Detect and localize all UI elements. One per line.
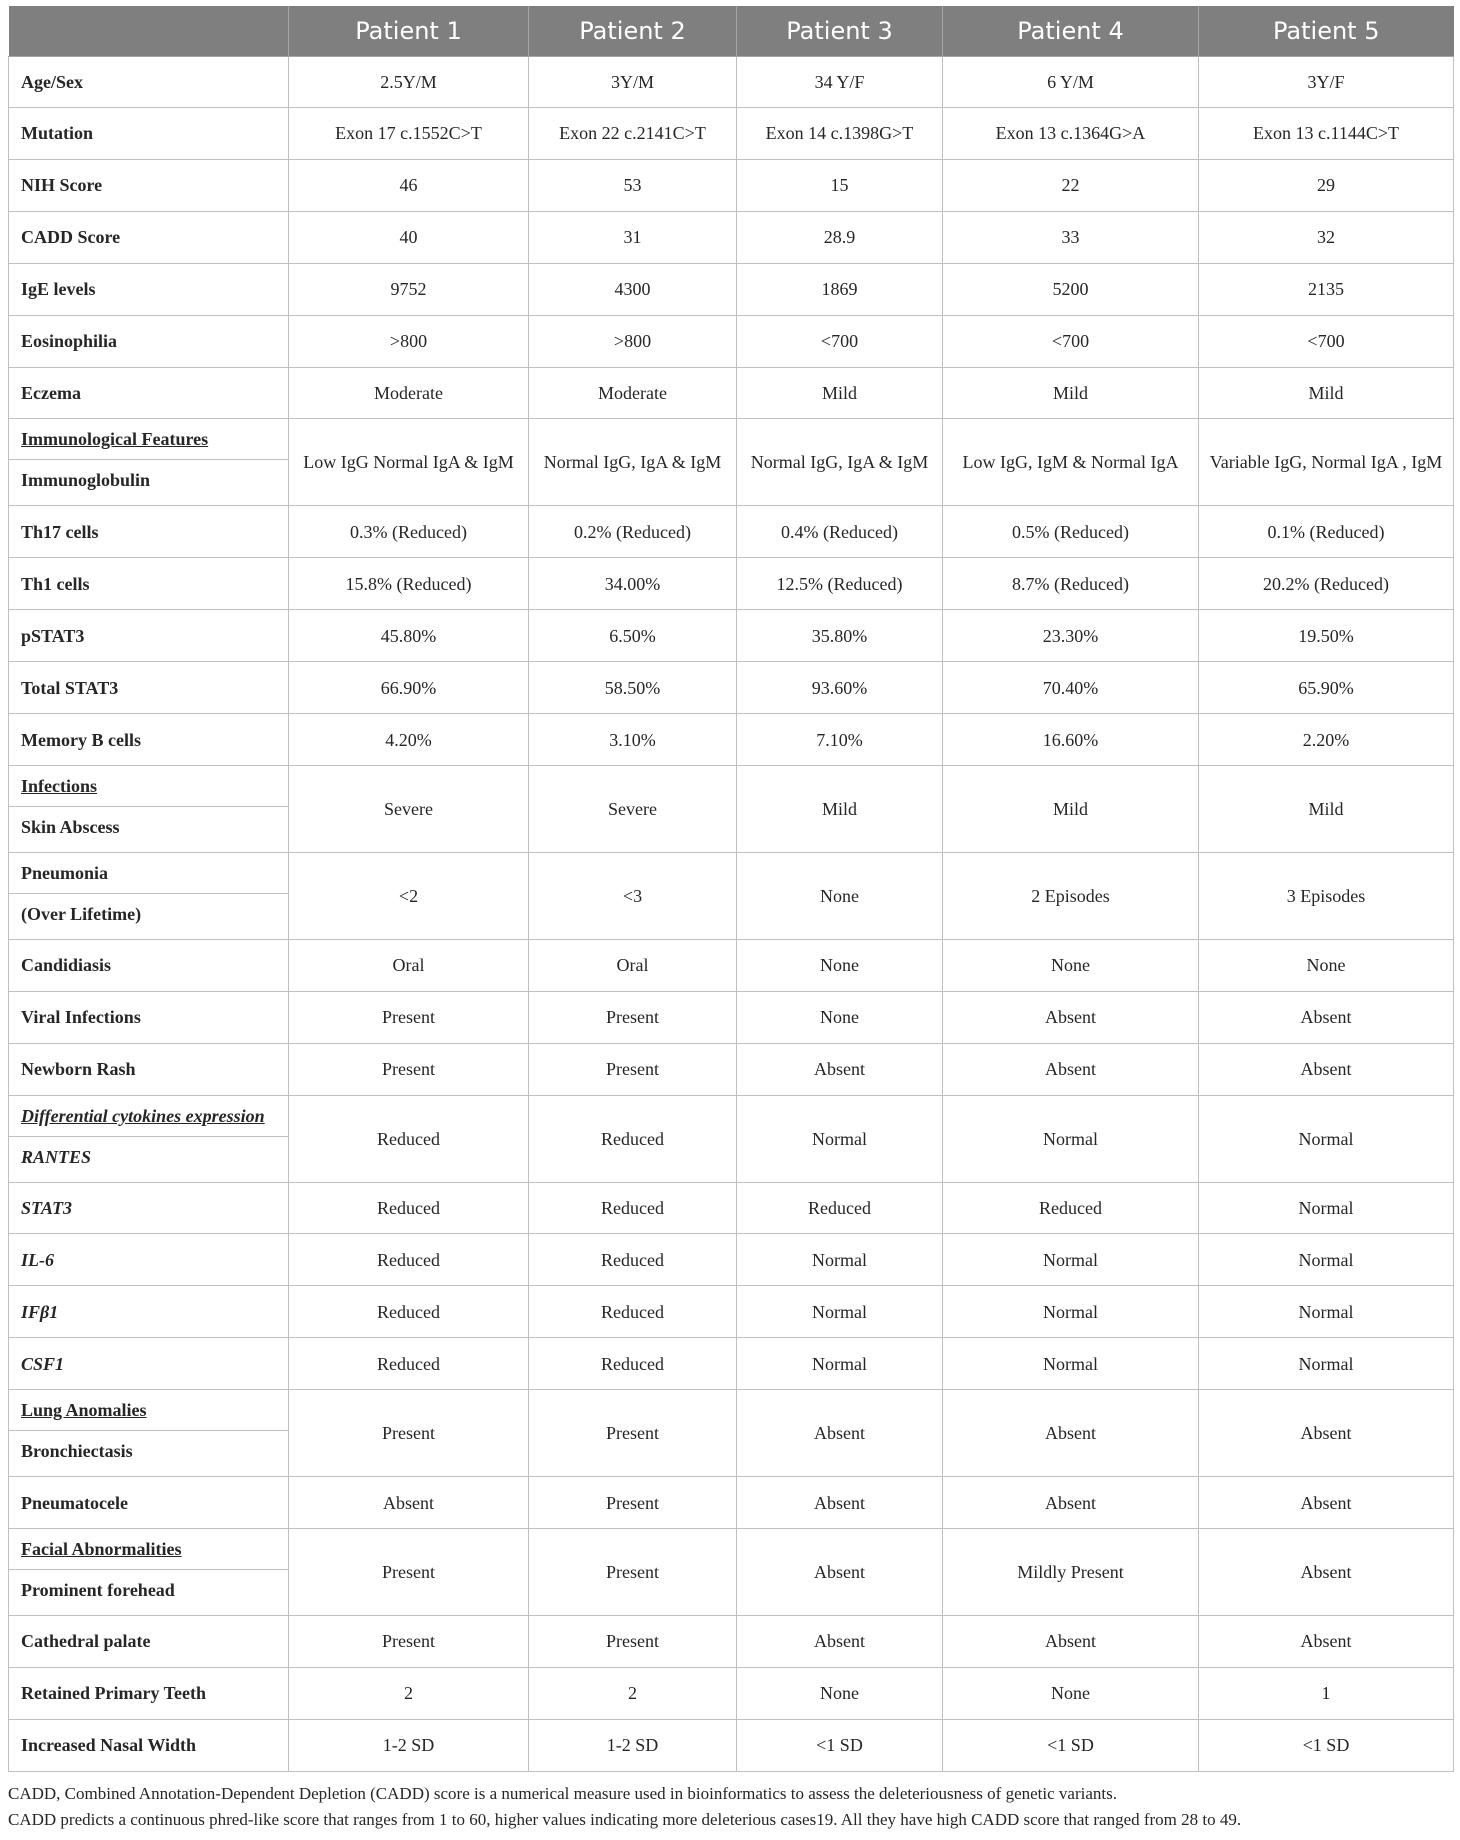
patient-4-value-cell: Reduced [943,1182,1199,1234]
patient-1-value-cell: 4.20% [289,714,529,766]
patient-comparison-table-container [8,6,1453,1772]
patient-3-value-cell: 35.80% [737,610,943,662]
patient-4-value-cell: 6 Y/M [943,57,1199,108]
patient-5-value-cell: None [1199,939,1454,991]
row-label: NIH Score [21,175,103,196]
row-label: Pneumatocele [21,1492,128,1513]
patient-3-value-cell: Absent [737,1390,943,1477]
patient-3-value-cell: None [737,939,943,991]
row-label: Eosinophilia [21,331,118,352]
patient-5-value-cell: 19.50% [1199,610,1454,662]
table-row [9,263,1454,315]
patient-5-value-cell: Mild [1199,765,1454,852]
patient-1-value-cell: Reduced [289,1286,529,1338]
patient-2-value-cell: Reduced [529,1095,737,1182]
row-label: Increased Nasal Width [21,1735,197,1756]
patient-3-value-cell: Mild [737,367,943,419]
row-label-cell [9,315,289,367]
patient-1-value-cell: Oral [289,939,529,991]
section-heading: Infections [9,766,288,807]
patient-4-value-cell: Normal [943,1338,1199,1390]
patient-2-value-cell: 6.50% [529,610,737,662]
patient-2-value-cell: 2 [529,1667,737,1719]
patient-5-value-cell: Mild [1199,367,1454,419]
patient-4-value-cell: 0.5% (Reduced) [943,506,1199,558]
row-label: CADD Score [21,227,121,248]
patient-3-value-cell: 28.9 [737,211,943,263]
patient-5-value-cell: Absent [1199,1477,1454,1529]
patient-comparison-table [8,6,1454,1772]
patient-5-value-cell: Exon 13 c.1144C>T [1199,107,1454,159]
row-label-cell [9,57,289,108]
patient-5-value-cell: Variable IgG, Normal IgA , IgM [1199,419,1454,506]
patient-2-value-cell: 1-2 SD [529,1719,737,1771]
patient-2-value-cell: Normal IgG, IgA & IgM [529,419,737,506]
patient-3-value-cell: 15 [737,159,943,211]
patient-5-value-cell: 29 [1199,159,1454,211]
table-row [9,1529,1454,1616]
patient-5-value-cell: 2.20% [1199,714,1454,766]
patient-2-value-cell: Moderate [529,367,737,419]
row-label-cell [9,1234,289,1286]
row-label-cell [9,558,289,610]
patient-2-value-cell: Present [529,1529,737,1616]
patient-3-value-cell: None [737,852,943,939]
row-label-cell [9,159,289,211]
patient-3-value-cell: Mild [737,765,943,852]
row-label-cell [9,1667,289,1719]
row-label: IFβ1 [21,1301,59,1322]
row-label: Th17 cells [21,521,99,542]
row-label-cell [9,1338,289,1390]
patient-5-value-cell: Absent [1199,1043,1454,1095]
row-label: IL-6 [21,1249,54,1270]
patient-5-value-cell: Absent [1199,1615,1454,1667]
patient-1-value-cell: Reduced [289,1234,529,1286]
row-label: RANTES [21,1146,92,1167]
row-label-cell [9,1615,289,1667]
row-label: Newborn Rash [21,1059,136,1080]
patient-5-value-cell: 2135 [1199,263,1454,315]
row-label: Th1 cells [21,573,90,594]
patient-4-value-cell: Mildly Present [943,1529,1199,1616]
patient-2-value-cell: 58.50% [529,662,737,714]
patient-1-value-cell: Present [289,991,529,1043]
row-label-cell [9,367,289,419]
patient-5-value-cell: 20.2% (Reduced) [1199,558,1454,610]
patient-1-value-cell: Present [289,1390,529,1477]
header-cell-patient-2: Patient 2 [529,6,737,57]
row-label-cell [9,107,289,159]
patient-5-value-cell: Normal [1199,1095,1454,1182]
table-row [9,1477,1454,1529]
patient-3-value-cell: Normal IgG, IgA & IgM [737,419,943,506]
patient-3-value-cell: Normal [737,1286,943,1338]
table-row [9,211,1454,263]
patient-3-value-cell: None [737,991,943,1043]
header-cell-patient-5: Patient 5 [1199,6,1454,57]
patient-3-value-cell: 0.4% (Reduced) [737,506,943,558]
patient-3-value-cell: 7.10% [737,714,943,766]
row-label: pSTAT3 [21,625,85,646]
patient-5-value-cell: Normal [1199,1286,1454,1338]
patient-4-value-cell: <700 [943,315,1199,367]
patient-2-value-cell: <3 [529,852,737,939]
patient-5-value-cell: <1 SD [1199,1719,1454,1771]
patient-3-value-cell: Normal [737,1338,943,1390]
row-label: Cathedral palate [21,1631,151,1652]
patient-4-value-cell: <1 SD [943,1719,1199,1771]
patient-4-value-cell: 2 Episodes [943,852,1199,939]
table-row [9,1667,1454,1719]
patient-2-value-cell: Exon 22 c.2141C>T [529,107,737,159]
row-label-cell [9,991,289,1043]
patient-5-value-cell: Absent [1199,991,1454,1043]
patient-2-value-cell: Present [529,1390,737,1477]
patient-4-value-cell: Absent [943,1043,1199,1095]
patient-3-value-cell: <1 SD [737,1719,943,1771]
patient-4-value-cell: Mild [943,765,1199,852]
patient-5-value-cell: 3Y/F [1199,57,1454,108]
patient-2-value-cell: 0.2% (Reduced) [529,506,737,558]
table-row [9,1095,1454,1182]
patient-3-value-cell: Absent [737,1477,943,1529]
patient-3-value-cell: Normal [737,1095,943,1182]
patient-2-value-cell: 3Y/M [529,57,737,108]
patient-2-value-cell: Reduced [529,1182,737,1234]
table-row [9,1286,1454,1338]
patient-2-value-cell: >800 [529,315,737,367]
row-label-cell [9,1043,289,1095]
row-label-cell [9,419,289,506]
patient-4-value-cell: 70.40% [943,662,1199,714]
patient-2-value-cell: Present [529,991,737,1043]
section-heading: Differential cytokines expression [9,1096,288,1137]
patient-4-value-cell: None [943,939,1199,991]
footnote-line: CADD predicts a continuous phred-like score that ranges from 1 to 60, higher values indicating more deleterious cases19. All they have high CADD score that ranged from 28 to 49. [8,1810,1242,1829]
row-label-cell [9,1182,289,1234]
table-row [9,367,1454,419]
patient-2-value-cell: Present [529,1043,737,1095]
row-label: Pneumonia [9,853,288,894]
patient-1-value-cell: 2 [289,1667,529,1719]
row-label-cell [9,939,289,991]
row-label: Memory B cells [21,729,141,750]
patient-1-value-cell: 45.80% [289,610,529,662]
patient-1-value-cell: Present [289,1043,529,1095]
patient-3-value-cell: 12.5% (Reduced) [737,558,943,610]
patient-2-value-cell: 34.00% [529,558,737,610]
row-label: IgE levels [21,279,96,300]
row-label: Viral Infections [21,1007,141,1028]
row-label-cell [9,852,289,939]
table-row [9,1719,1454,1771]
patient-2-value-cell: 53 [529,159,737,211]
patient-4-value-cell: Absent [943,1390,1199,1477]
row-label: Retained Primary Teeth [21,1683,206,1704]
patient-4-value-cell: Absent [943,991,1199,1043]
row-label: Eczema [21,382,81,403]
row-label: Bronchiectasis [21,1441,133,1462]
patient-4-value-cell: Normal [943,1095,1199,1182]
table-row [9,1615,1454,1667]
patient-3-value-cell: 1869 [737,263,943,315]
patient-5-value-cell: 32 [1199,211,1454,263]
patient-3-value-cell: 34 Y/F [737,57,943,108]
row-label-cell [9,1286,289,1338]
patient-4-value-cell: Mild [943,367,1199,419]
patient-4-value-cell: Normal [943,1234,1199,1286]
table-header-row [9,6,1454,57]
patient-1-value-cell: 2.5Y/M [289,57,529,108]
patient-1-value-cell: 40 [289,211,529,263]
patient-5-value-cell: Normal [1199,1338,1454,1390]
row-label-cell [9,1477,289,1529]
patient-1-value-cell: Absent [289,1477,529,1529]
table-row [9,852,1454,939]
row-label-cell [9,1529,289,1616]
patient-2-value-cell: 3.10% [529,714,737,766]
patient-1-value-cell: Low IgG Normal IgA & IgM [289,419,529,506]
table-row [9,610,1454,662]
patient-4-value-cell: 33 [943,211,1199,263]
patient-3-value-cell: Absent [737,1529,943,1616]
patient-5-value-cell: 0.1% (Reduced) [1199,506,1454,558]
patient-2-value-cell: Present [529,1615,737,1667]
patient-2-value-cell: Reduced [529,1286,737,1338]
patient-3-value-cell: Absent [737,1043,943,1095]
table-row [9,1234,1454,1286]
table-row [9,714,1454,766]
header-cell-patient-1: Patient 1 [289,6,529,57]
patient-2-value-cell: Oral [529,939,737,991]
row-label: CSF1 [21,1353,65,1374]
patient-1-value-cell: 1-2 SD [289,1719,529,1771]
row-label: Candidiasis [21,955,112,976]
patient-2-value-cell: 4300 [529,263,737,315]
patient-4-value-cell: Absent [943,1615,1199,1667]
row-label-cell [9,610,289,662]
patient-3-value-cell: Normal [737,1234,943,1286]
patient-4-value-cell: 22 [943,159,1199,211]
patient-1-value-cell: Severe [289,765,529,852]
patient-3-value-cell: Exon 14 c.1398G>T [737,107,943,159]
patient-2-value-cell: 31 [529,211,737,263]
patient-1-value-cell: Reduced [289,1095,529,1182]
row-label-cell [9,714,289,766]
patient-1-value-cell: Reduced [289,1338,529,1390]
patient-1-value-cell: Present [289,1615,529,1667]
patient-1-value-cell: >800 [289,315,529,367]
section-heading: Lung Anomalies [9,1390,288,1431]
table-row [9,558,1454,610]
patient-1-value-cell: Reduced [289,1182,529,1234]
table-row [9,1043,1454,1095]
row-label-cell [9,1719,289,1771]
table-row [9,159,1454,211]
patient-2-value-cell: Present [529,1477,737,1529]
table-row [9,991,1454,1043]
row-label: Immunoglobulin [21,470,151,491]
patient-5-value-cell: Normal [1199,1234,1454,1286]
patient-4-value-cell: 23.30% [943,610,1199,662]
patient-1-value-cell: 9752 [289,263,529,315]
table-body [9,57,1454,1772]
header-cell-blank [9,6,289,57]
table-row [9,662,1454,714]
patient-5-value-cell: 3 Episodes [1199,852,1454,939]
section-heading: Immunological Features [9,419,288,460]
footnote-line: CADD, Combined Annotation-Dependent Depletion (CADD) score is a numerical measure used in bioinformatics to assess the deleteriousness of genetic variants. [8,1784,1117,1803]
patient-1-value-cell: Moderate [289,367,529,419]
patient-5-value-cell: <700 [1199,315,1454,367]
row-label: Total STAT3 [21,677,119,698]
patient-4-value-cell: Normal [943,1286,1199,1338]
patient-1-value-cell: Exon 17 c.1552C>T [289,107,529,159]
row-label: Age/Sex [21,71,83,92]
patient-2-value-cell: Severe [529,765,737,852]
patient-3-value-cell: Absent [737,1615,943,1667]
patient-1-value-cell: 15.8% (Reduced) [289,558,529,610]
row-label-cell [9,765,289,852]
table-footnote [8,1781,1453,1833]
patient-4-value-cell: 8.7% (Reduced) [943,558,1199,610]
table-row [9,939,1454,991]
row-label: Mutation [21,123,93,144]
table-row [9,315,1454,367]
table-row [9,1390,1454,1477]
row-label-cell [9,1095,289,1182]
patient-3-value-cell: 93.60% [737,662,943,714]
patient-4-value-cell: 16.60% [943,714,1199,766]
patient-1-value-cell: 0.3% (Reduced) [289,506,529,558]
patient-1-value-cell: <2 [289,852,529,939]
patient-5-value-cell: 65.90% [1199,662,1454,714]
row-label-cell [9,506,289,558]
patient-1-value-cell: Present [289,1529,529,1616]
table-row [9,1338,1454,1390]
row-label-cell [9,263,289,315]
table-row [9,419,1454,506]
patient-4-value-cell: Absent [943,1477,1199,1529]
table-row [9,57,1454,108]
section-heading: Facial Abnormalities [9,1529,288,1570]
patient-2-value-cell: Reduced [529,1338,737,1390]
row-label-cell [9,662,289,714]
patient-4-value-cell: Exon 13 c.1364G>A [943,107,1199,159]
table-row [9,506,1454,558]
header-cell-patient-3: Patient 3 [737,6,943,57]
patient-4-value-cell: Low IgG, IgM & Normal IgA [943,419,1199,506]
row-label: Skin Abscess [21,816,120,837]
row-label-cell [9,211,289,263]
patient-1-value-cell: 46 [289,159,529,211]
row-label-cell [9,1390,289,1477]
patient-4-value-cell: 5200 [943,263,1199,315]
patient-3-value-cell: None [737,1667,943,1719]
patient-5-value-cell: Absent [1199,1529,1454,1616]
table-row [9,107,1454,159]
patient-3-value-cell: <700 [737,315,943,367]
row-label: STAT3 [21,1197,73,1218]
header-cell-patient-4: Patient 4 [943,6,1199,57]
patient-5-value-cell: Absent [1199,1390,1454,1477]
table-row [9,765,1454,852]
table-row [9,1182,1454,1234]
row-label-secondary: (Over Lifetime) [21,903,142,924]
patient-4-value-cell: None [943,1667,1199,1719]
patient-3-value-cell: Reduced [737,1182,943,1234]
patient-5-value-cell: 1 [1199,1667,1454,1719]
patient-5-value-cell: Normal [1199,1182,1454,1234]
patient-2-value-cell: Reduced [529,1234,737,1286]
patient-1-value-cell: 66.90% [289,662,529,714]
row-label: Prominent forehead [21,1580,175,1601]
